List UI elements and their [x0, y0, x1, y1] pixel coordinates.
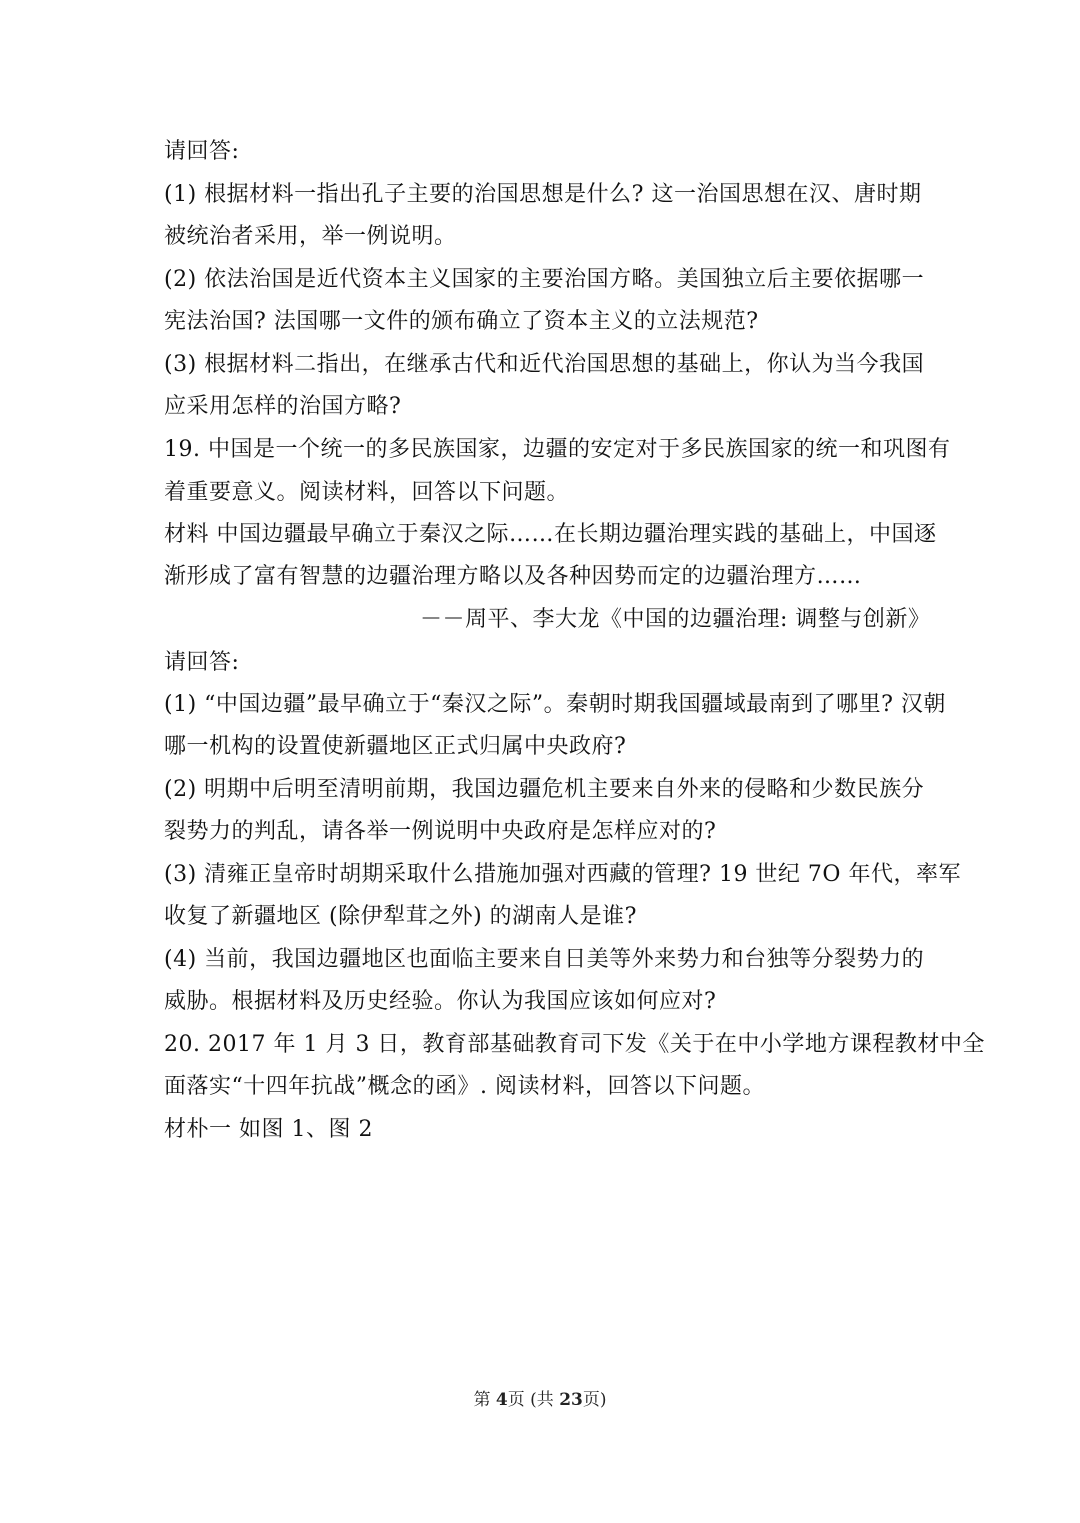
question-19-stem: 着重要意义。阅读材料，回答以下问题。: [164, 480, 570, 505]
footer-total-pages: 23: [559, 1390, 583, 1410]
question-line: (3) 根据材料二指出，在继承古代和近代治国思想的基础上，你认为当今我国: [164, 352, 925, 377]
footer-page-number: 4: [495, 1390, 508, 1410]
question-line: 裂势力的判乱，请各举一例说明中央政府是怎样应对的?: [164, 819, 717, 844]
question-19-stem: 19. 中国是一个统一的多民族国家，边疆的安定对于多民族国家的统一和巩图有: [164, 437, 951, 462]
question-line: (1) “中国边疆”最早确立于“秦汉之际”。秦朝时期我国疆域最南到了哪里? 汉朝: [164, 692, 946, 717]
question-line: (3) 清雍正皇帝时胡期采取什么措施加强对西藏的管理? 19 世纪 7O 年代，率军: [164, 862, 961, 887]
question-line: (2) 明期中后明至清明前期，我国边疆危机主要来自外来的侵略和少数民族分: [164, 777, 925, 802]
section-prompt: 请回答:: [164, 139, 240, 164]
question-line: 被统治者采用，举一例说明。: [164, 224, 457, 249]
material-text: 材料 中国边疆最早确立于秦汉之际……在长期边疆治理实践的基础上，中国逐: [164, 522, 937, 547]
question-line: 哪一机构的设置使新疆地区正式归属中央政府?: [164, 734, 627, 759]
material-text: 渐形成了富有智慧的边疆治理方略以及各种因势而定的边疆治理方……: [164, 564, 862, 589]
question-line: 宪法治国? 法国哪一文件的颁布确立了资本主义的立法规范?: [164, 309, 759, 334]
question-line: (1) 根据材料一指出孔子主要的治国思想是什么? 这一治国思想在汉、唐时期: [164, 182, 922, 207]
footer-prefix: 第: [473, 1390, 496, 1410]
question-line: (2) 依法治国是近代资本主义国家的主要治国方略。美国独立后主要依据哪一: [164, 267, 925, 292]
question-20-stem: 面落实“十四年抗战”概念的函》. 阅读材料，回答以下问题。: [164, 1074, 765, 1099]
section-prompt: 请回答:: [164, 650, 240, 675]
page-footer: [0, 1388, 1080, 1412]
footer-suffix: 页): [582, 1390, 607, 1410]
material-text: 材朴一 如图 1、图 2: [164, 1117, 373, 1142]
material-attribution: －－周平、李大龙《中国的边疆治理: 调整与创新》: [420, 607, 931, 632]
question-line: 应采用怎样的治国方略?: [164, 394, 402, 419]
question-line: (4) 当前，我国边疆地区也面临主要来自日美等外来势力和台独等分裂势力的: [164, 947, 925, 972]
footer-middle: 页 (共: [507, 1390, 560, 1410]
question-line: 威胁。根据材料及历史经验。你认为我国应该如何应对?: [164, 989, 717, 1014]
question-20-stem: 20. 2017 年 1 月 3 日，教育部基础教育司下发《关于在中小学地方课程教材中全: [164, 1032, 985, 1057]
question-line: 收复了新疆地区 (除伊犁茸之外) 的湖南人是谁?: [164, 904, 637, 929]
